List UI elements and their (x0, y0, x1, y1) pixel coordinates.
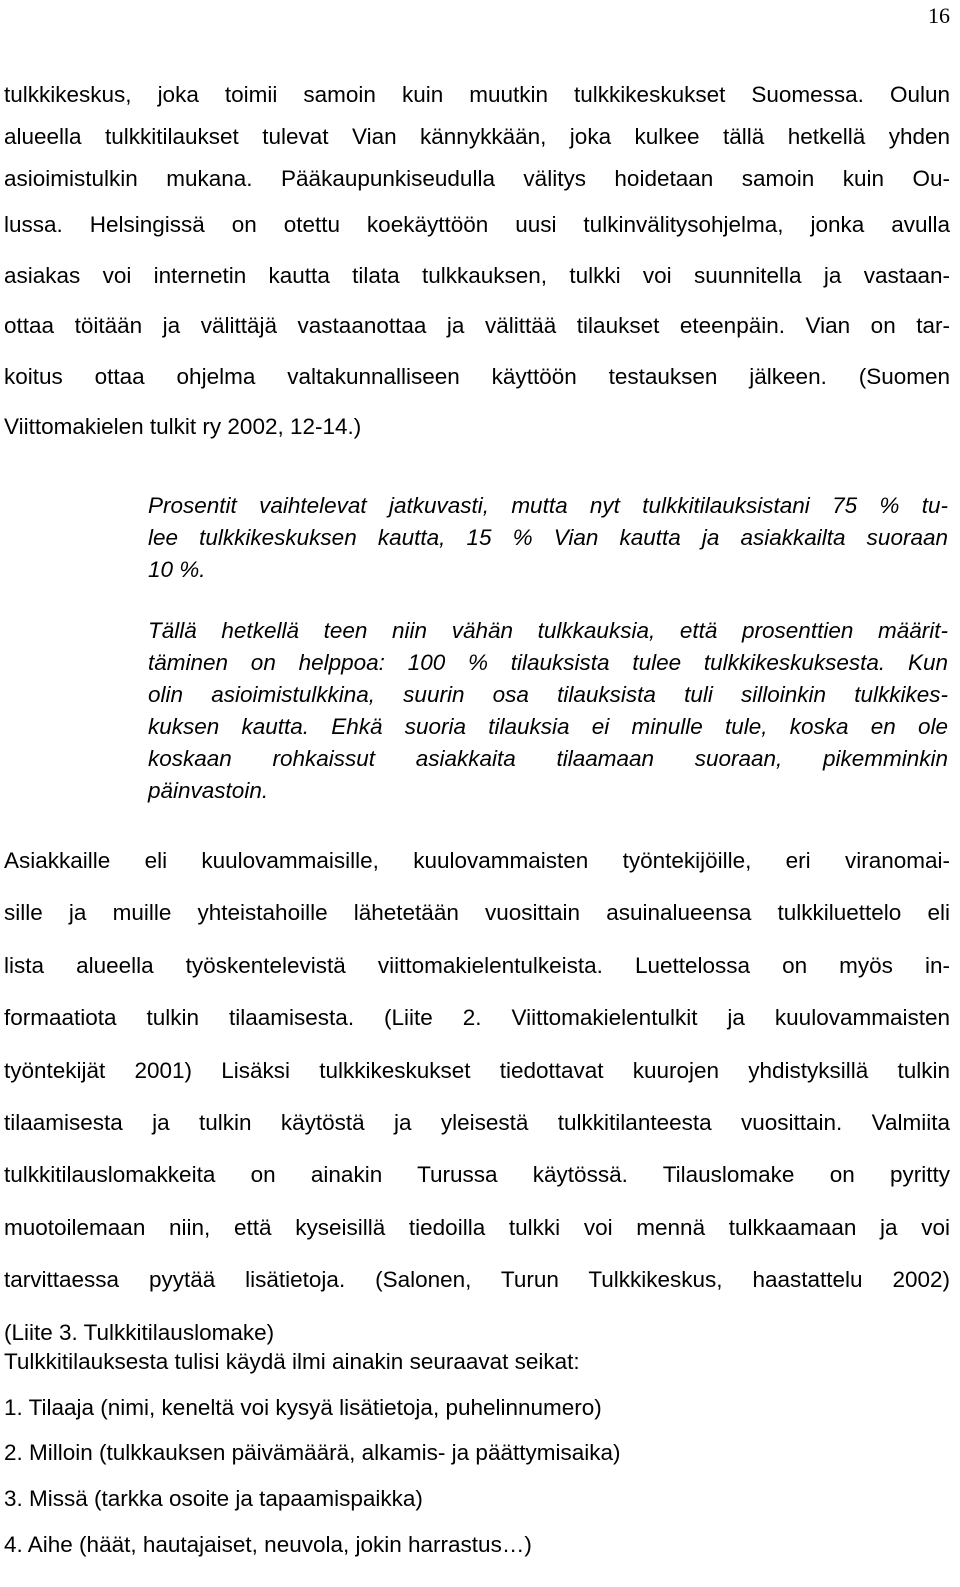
text-line: tilaamisesta ja tulkin käytöstä ja yleisestä tulkkitilanteesta vuosittain. Valmiita (4, 1109, 950, 1135)
list-item: 3. Missä (tarkka osoite ja tapaamispaikka) (4, 1486, 423, 1512)
quote-line: Tällä hetkellä teen niin vähän tulkkauksia, että prosenttien määrit- (148, 618, 948, 643)
quote-line: koskaan rohkaissut asiakkaita tilaamaan suoraan, pikemminkin (148, 746, 948, 771)
quote-line: päinvastoin. (148, 778, 269, 803)
checklist-intro: Tulkkitilauksesta tulisi käydä ilmi ainakin seuraavat seikat: (4, 1349, 580, 1374)
text-line: tulkkikeskus, joka toimii samoin kuin muutkin tulkkikeskukset Suomessa. Oulun (4, 82, 950, 107)
text-line: Asiakkaille eli kuulovammaisille, kuulovammaisten työntekijöille, eri viranomai- (4, 848, 950, 873)
list-item: 1. Tilaaja (nimi, keneltä voi kysyä lisätietoja, puhelinnumero) (4, 1394, 602, 1420)
page-number: 16 (928, 3, 950, 28)
text-line: lista alueella työskentelevistä viittomakielentulkeista. Luettelossa on myös in- (4, 952, 950, 978)
text-line: Viittomakielen tulkit ry 2002, 12-14.) (4, 414, 362, 439)
list-item: 2. Milloin (tulkkauksen päivämäärä, alkamis- ja päättymisaika) (4, 1440, 621, 1466)
quote-line: kuksen kautta. Ehkä suoria tilauksia ei minulle tule, koska en ole (148, 714, 948, 739)
interview-quote-2 (148, 615, 948, 807)
text-line: koitus ottaa ohjelma valtakunnalliseen käyttöön testauksen jälkeen. (Suomen (4, 363, 950, 389)
text-line: formaatiota tulkin tilaamisesta. (Liite 2. Viittomakielentulkit ja kuulovammaisten (4, 1005, 950, 1031)
quote-line: olin asioimistulkkina, suurin osa tilauksista tuli silloinkin tulkkikes- (148, 682, 948, 707)
text-line: muotoilemaan niin, että kyseisillä tiedoilla tulkki voi mennä tulkkaamaan ja voi (4, 1214, 950, 1240)
quote-line: täminen on helppoa: 100 % tilauksista tulee tulkkikeskuksesta. Kun (148, 650, 948, 675)
text-line: alueella tulkkitilaukset tulevat Vian kännykkään, joka kulkee tällä hetkellä yhden (4, 124, 950, 149)
checklist-section (4, 1339, 950, 1567)
text-line: tulkkitilauslomakkeita on ainakin Turussa käytössä. Tilauslomake on pyritty (4, 1162, 950, 1188)
quote-line: Prosentit vaihtelevat jatkuvasti, mutta nyt tulkkitilauksistani 75 % tu- (148, 493, 948, 518)
text-line: työntekijät 2001) Lisäksi tulkkikeskukset tiedottavat kuurojen yhdistyksillä tulkin (4, 1057, 950, 1083)
list-item: 4. Aihe (häät, hautajaiset, neuvola, jokin harrastus…) (4, 1531, 532, 1557)
text-line: asiakas voi internetin kautta tilata tulkkauksen, tulkki voi suunnitella ja vastaan- (4, 262, 950, 288)
text-line: lussa. Helsingissä on otettu koekäyttöön uusi tulkinvälitysohjelma, jonka avulla (4, 212, 950, 237)
quote-line: 10 %. (148, 557, 206, 582)
interview-quote-1 (148, 490, 948, 586)
quote-line: lee tulkkikeskuksen kautta, 15 % Vian kautta ja asiakkailta suoraan (148, 525, 948, 550)
body-paragraph-2 (4, 835, 950, 1359)
text-line: ottaa töitään ja välittäjä vastaanottaa ja välittää tilaukset eteenpäin. Vian on tar- (4, 313, 950, 338)
text-line: (Liite 3. Tulkkitilauslomake) (4, 1319, 275, 1345)
text-line: sille ja muille yhteistahoille lähetetään vuosittain asuinalueensa tulkkiluettelo eli (4, 900, 950, 926)
body-paragraph-1 (4, 74, 950, 453)
text-line: tarvittaessa pyytää lisätietoja. (Salonen, Turun Tulkkikeskus, haastattelu 2002) (4, 1267, 950, 1293)
text-line: asioimistulkin mukana. Pääkaupunkiseudulla välitys hoidetaan samoin kuin Ou- (4, 166, 950, 191)
